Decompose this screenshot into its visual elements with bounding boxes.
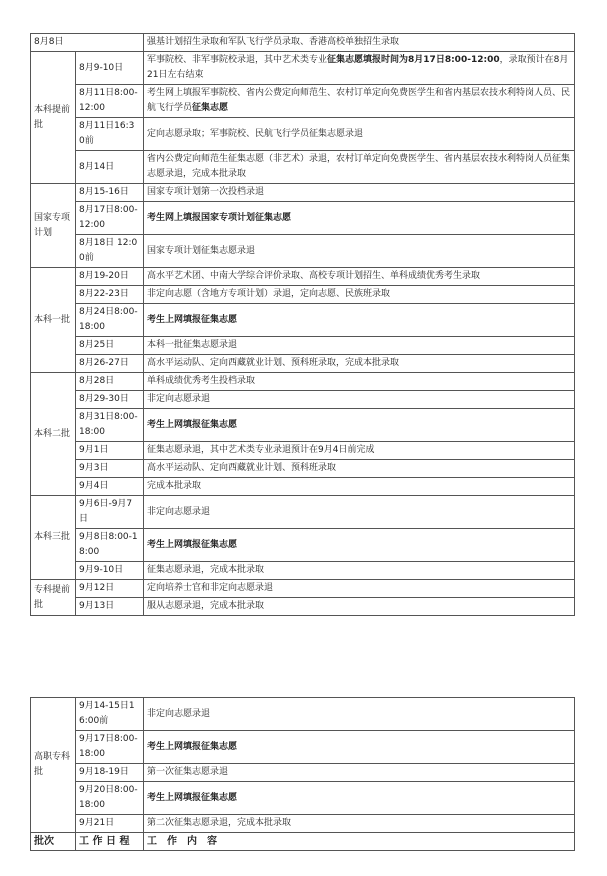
- content-cell: 单科成绩优秀考生投档录取: [144, 373, 575, 391]
- table-row: [31, 355, 575, 373]
- date-cell: 9月13日: [76, 598, 144, 616]
- content-bold-text: 征集志愿填报时间为8月17日8:00-12:00: [327, 55, 500, 65]
- content-cell: 服从志愿录退，完成本批录取: [144, 598, 575, 616]
- content-cell: 非定向志愿（含地方专项计划）录退，定向志愿、民族班录取: [144, 286, 575, 304]
- content-cell: 考生网上填报国家专项计划征集志愿: [144, 202, 575, 235]
- content-cell: 国家专项计划征集志愿录退: [144, 235, 575, 268]
- content-cell: 本科一批征集志愿录退: [144, 337, 575, 355]
- date-cell: 8月8日: [31, 34, 144, 52]
- content-cell: 考生上网填报征集志愿: [144, 782, 575, 815]
- content-text: ，录取预计在8月21日左右结束: [147, 55, 569, 80]
- header-date: 工 作 日 程: [76, 833, 144, 851]
- date-cell: 9月8日8:00-18:00: [76, 529, 144, 562]
- content-text: 考生网上填报军事院校、省内公费定向师范生、农村订单定向免费医学生和省内基层农技水利特岗人员、民航飞行学员: [147, 88, 571, 113]
- date-cell: 9月9-10日: [76, 562, 144, 580]
- table-row: [31, 460, 575, 478]
- content-cell: 非定向志愿录退: [144, 391, 575, 409]
- table-row: [31, 815, 575, 833]
- table-row: [31, 304, 575, 337]
- date-cell: 8月26-27日: [76, 355, 144, 373]
- content-cell: 第一次征集志愿录退: [144, 764, 575, 782]
- date-cell: 8月18日 12:00前: [76, 235, 144, 268]
- table-row: [31, 562, 575, 580]
- table-row: [31, 391, 575, 409]
- content-bold-text: 征集志愿: [192, 103, 229, 113]
- table-row: [31, 52, 575, 85]
- table-header-row: [31, 833, 575, 851]
- batch-cell: 本科三批: [31, 496, 76, 580]
- table-row: [31, 286, 575, 304]
- content-cell: 征集志愿录退，其中艺术类专业录退预计在9月4日前完成: [144, 442, 575, 460]
- table-row: [31, 529, 575, 562]
- date-cell: 8月9-10日: [76, 52, 144, 85]
- date-cell: 9月1日: [76, 442, 144, 460]
- date-cell: 9月6日-9月7日: [76, 496, 144, 529]
- content-cell: 考生上网填报征集志愿: [144, 409, 575, 442]
- table-row: [31, 235, 575, 268]
- table-row: [31, 151, 575, 184]
- date-cell: 9月3日: [76, 460, 144, 478]
- batch-cell: 本科一批: [31, 268, 76, 373]
- date-cell: 8月29-30日: [76, 391, 144, 409]
- date-cell: 8月11日16:30前: [76, 118, 144, 151]
- table-row: [31, 268, 575, 286]
- table-row: [31, 782, 575, 815]
- content-cell: 考生上网填报征集志愿: [144, 304, 575, 337]
- admission-schedule-table-2: [30, 697, 575, 851]
- table-row: [31, 731, 575, 764]
- content-cell: 定向志愿录取；军事院校、民航飞行学员征集志愿录退: [144, 118, 575, 151]
- date-cell: 9月20日8:00-18:00: [76, 782, 144, 815]
- content-cell: [144, 85, 575, 118]
- date-cell: 8月14日: [76, 151, 144, 184]
- date-cell: 9月4日: [76, 478, 144, 496]
- content-cell: 高水平运动队、定向西藏就业计划、预科班录取: [144, 460, 575, 478]
- content-cell: 征集志愿录退，完成本批录取: [144, 562, 575, 580]
- date-cell: 8月25日: [76, 337, 144, 355]
- table-row: [31, 764, 575, 782]
- content-cell: 高水平艺术团、中南大学综合评价录取、高校专项计划招生、单科成绩优秀考生录取: [144, 268, 575, 286]
- content-cell: 完成本批录取: [144, 478, 575, 496]
- content-cell: 非定向志愿录退: [144, 496, 575, 529]
- date-cell: 8月19-20日: [76, 268, 144, 286]
- date-cell: 8月22-23日: [76, 286, 144, 304]
- table-row: [31, 85, 575, 118]
- date-cell: 8月17日8:00-12:00: [76, 202, 144, 235]
- admission-schedule-table-1: [30, 33, 575, 616]
- table-row: [31, 202, 575, 235]
- date-cell: 8月15-16日: [76, 184, 144, 202]
- batch-cell: 本科二批: [31, 373, 76, 496]
- content-cell: 第二次征集志愿录退，完成本批录取: [144, 815, 575, 833]
- table-row: [31, 478, 575, 496]
- content-cell: 国家专项计划第一次投档录退: [144, 184, 575, 202]
- date-cell: 9月21日: [76, 815, 144, 833]
- table-row: [31, 373, 575, 391]
- content-text: 军事院校、非军事院校录退，其中艺术类专业: [147, 55, 328, 65]
- table-row: [31, 698, 575, 731]
- header-content: 工 作 内 容: [144, 833, 575, 851]
- table-row: [31, 442, 575, 460]
- batch-cell: 专科提前批: [31, 580, 76, 616]
- table-row: [31, 580, 575, 598]
- date-cell: 8月31日8:00-18:00: [76, 409, 144, 442]
- batch-cell: 国家专项计划: [31, 184, 76, 268]
- date-cell: 9月14-15日16:00前: [76, 698, 144, 731]
- content-cell: 省内公费定向师范生征集志愿（非艺术）录退，农村订单定向免费医学生、省内基层农技水利特岗人员征集志愿录退，完成本批录取: [144, 151, 575, 184]
- date-cell: 9月17日8:00-18:00: [76, 731, 144, 764]
- content-cell: 定向培养士官和非定向志愿录退: [144, 580, 575, 598]
- table-row: [31, 496, 575, 529]
- content-cell: [144, 52, 575, 85]
- content-cell: 强基计划招生录取和军队飞行学员录取、香港高校单独招生录取: [144, 34, 575, 52]
- table-row: [31, 337, 575, 355]
- content-cell: 考生上网填报征集志愿: [144, 731, 575, 764]
- table-row: [31, 34, 575, 52]
- table-row: [31, 184, 575, 202]
- content-cell: 非定向志愿录退: [144, 698, 575, 731]
- date-cell: 9月12日: [76, 580, 144, 598]
- content-cell: 考生上网填报征集志愿: [144, 529, 575, 562]
- batch-cell: 本科提前批: [31, 52, 76, 184]
- header-batch: 批次: [31, 833, 76, 851]
- date-cell: 8月28日: [76, 373, 144, 391]
- table-row: [31, 409, 575, 442]
- content-cell: 高水平运动队、定向西藏就业计划、预科班录取，完成本批录取: [144, 355, 575, 373]
- date-cell: 8月24日8:00-18:00: [76, 304, 144, 337]
- table-row: [31, 598, 575, 616]
- batch-cell: 高职专科批: [31, 698, 76, 833]
- table-row: [31, 118, 575, 151]
- date-cell: 9月18-19日: [76, 764, 144, 782]
- date-cell: 8月11日8:00-12:00: [76, 85, 144, 118]
